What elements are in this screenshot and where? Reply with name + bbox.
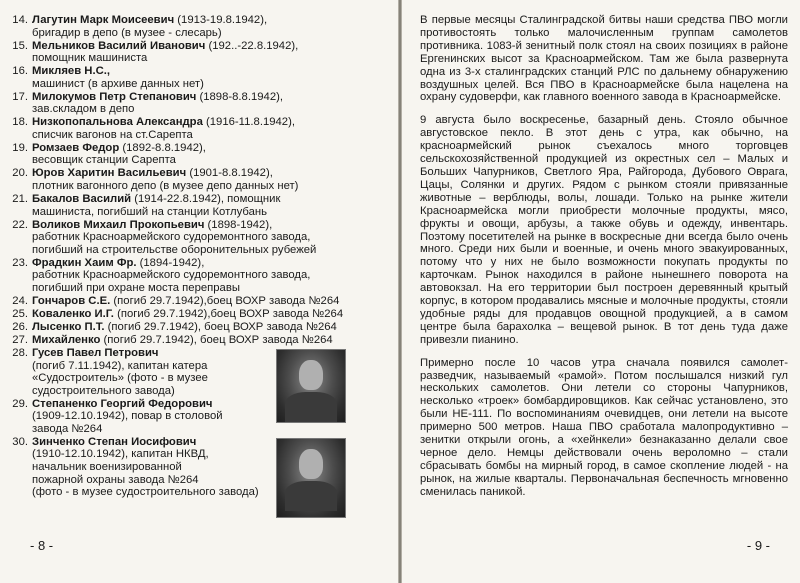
- entry-dates: (1898-1942),: [207, 218, 273, 231]
- list-item: [8, 295, 388, 308]
- entry-dates: (1894-1942),: [139, 256, 205, 269]
- entry-number: 24.: [12, 294, 28, 307]
- list-item: [8, 142, 388, 167]
- list-item: [8, 347, 268, 397]
- entry-name: Коваленко И.Г.: [32, 307, 114, 320]
- list-item: [8, 398, 268, 436]
- entry-name: Лагутин Марк Моисеевич: [32, 14, 175, 26]
- list-item: [8, 436, 268, 499]
- entry-line: (1910-12.10.1942), капитан НКВД,: [32, 448, 209, 461]
- entry-name: Микляев Н.С.,: [32, 65, 111, 78]
- entry-line: (погиб 7.11.1942), капитан катера: [32, 359, 208, 372]
- entry-number: 27.: [12, 333, 28, 346]
- entry-name: Михайленко: [32, 333, 101, 346]
- entry-name: Мельников Василий Иванович: [32, 39, 206, 52]
- list-item: [8, 116, 388, 141]
- entry-number: 17.: [12, 90, 28, 103]
- entry-dates: (1914-22.8.1942), помощник: [134, 193, 281, 206]
- entry-name: Степаненко Георгий Федорович: [32, 397, 213, 410]
- entry-role: плотник вагонного депо (в музее депо данных нет): [32, 180, 299, 193]
- entry-number: 30.: [12, 435, 28, 448]
- entry-number: 15.: [12, 39, 28, 52]
- page-number-left: - 8 -: [30, 538, 54, 553]
- entry-number: 21.: [12, 193, 28, 206]
- list-item: [8, 91, 388, 116]
- entry-dates: (1916-11.8.1942),: [206, 116, 295, 129]
- list-item: [8, 65, 388, 90]
- right-page: [402, 0, 800, 583]
- entry-number: 19.: [12, 141, 28, 154]
- entry-dates: (1913-19.8.1942),: [177, 14, 268, 26]
- list-item: [8, 219, 388, 257]
- photo-entry-group: [8, 436, 388, 518]
- list-item: [8, 257, 388, 295]
- entry-number: 28.: [12, 346, 28, 359]
- entry-role: работник Красноармейского судоремонтного завода,: [32, 231, 311, 244]
- entry-dates: (погиб 29.7.1942), боец ВОХР завода №264: [103, 333, 333, 346]
- portrait-photo-gusev: [276, 349, 346, 423]
- entry-dates: (1898-8.8.1942),: [199, 90, 284, 103]
- photo-entry-group: [8, 347, 388, 436]
- entry-note: погибший при охране моста переправы: [32, 281, 240, 294]
- list-item: [8, 308, 388, 321]
- entry-line: судостроительного завода): [32, 384, 175, 397]
- entry-number: 14.: [12, 14, 28, 26]
- paragraph-air-defense: В первые месяцы Сталинградской битвы наши средства ПВО могли противостоять только малочисленным группам самолетов противника. 1083-й зенитный полк стоял на своих позициях в районе Ергенинских высот за Красноармейском. Там же была развернута одна из 3-х сталинградских станций РЛС по дальнему обнаружению воздушных целей. Вся ПВО в Красноармейске была нацелена на охрану судоверфи, как главного военного завода в Красноармейске.: [420, 14, 788, 104]
- entry-line: пожарной охраны завода №264: [32, 473, 199, 486]
- entry-number: 26.: [12, 320, 28, 333]
- entry-line: начальник военизированной: [32, 461, 182, 474]
- entry-note: погибший на строительстве оборонительных рубежей: [32, 243, 317, 256]
- list-item: [8, 321, 388, 334]
- paragraph-bombing: Примерно после 10 часов утра сначала появился самолет-разведчик, называемый «рамой». Потом послышался низкий гул нескольких самолетов. Они летели со стороны Чапурников, несколько «троек» бомбардировщиков. Как сейчас установлено, это были НЕ-111. По воспоминаниям очевидцев, они летели на высоте примерно 500 метров. Наша ПВО сработала малопродуктивно – зенитки открыли огонь, а «хейнкели» безнаказанно делали свое черное дело. Немцы действовали очень вероломно – стали сбрасывать бомбы на мирный город, в самое скопление людей - на рынок, на жилые кварталы. Первоначальная беспечность мгновенно сменилась паникой.: [420, 356, 788, 498]
- entry-role: машиниста, погибший на станции Котлубань: [32, 205, 267, 218]
- entry-number: 20.: [12, 167, 28, 180]
- entry-name: Гусев Павел Петрович: [32, 346, 159, 359]
- page-number-right: - 9 -: [746, 538, 770, 553]
- list-item: [8, 14, 388, 39]
- entry-dates: (192..-22.8.1942),: [208, 39, 299, 52]
- memorial-list: [8, 14, 388, 518]
- entry-line: завода №264: [32, 422, 103, 435]
- entry-number: 25.: [12, 307, 28, 320]
- entry-role: весовщик станции Сарепта: [32, 154, 176, 167]
- entry-dates: (погиб 29.7.1942), боец ВОХР завода №264: [107, 320, 337, 333]
- list-item: [8, 193, 388, 218]
- entry-role: бригадир в депо (в музее - слесарь): [32, 26, 222, 39]
- list-item: [8, 40, 388, 65]
- entry-role: списчик вагонов на ст.Сарепта: [32, 128, 193, 141]
- entry-role: машинист (в архиве данных нет): [32, 77, 204, 90]
- entry-number: 23.: [12, 256, 28, 269]
- entry-name: Ромзаев Федор: [32, 141, 120, 154]
- entry-dates: (1892-8.8.1942),: [122, 141, 206, 154]
- entry-name: Бакалов Василий: [32, 193, 132, 206]
- entry-name: Лысенко П.Т.: [32, 320, 105, 333]
- list-item: [8, 167, 388, 192]
- entry-role: зав.складом в депо: [32, 103, 135, 116]
- entry-name: Юров Харитин Васильевич: [32, 167, 187, 180]
- entry-name: Фрадкин Хаим Фр.: [32, 256, 137, 269]
- entry-line: (1909-12.10.1942), повар в столовой: [32, 410, 223, 423]
- entry-name: Милокумов Петр Степанович: [32, 90, 197, 103]
- portrait-photo-zinchenko: [276, 438, 346, 518]
- list-item: [8, 334, 388, 347]
- entry-name: Гончаров С.Е.: [32, 294, 111, 307]
- entry-name: Зинченко Степан Иосифович: [32, 435, 197, 448]
- entry-role: работник Красноармейского судоремонтного завода,: [32, 269, 311, 282]
- entry-name: Низкопопальнова Александра: [32, 116, 203, 129]
- entry-line: «Судостроитель» (фото - в музее: [32, 372, 208, 385]
- entry-dates: (погиб 29.7.1942),боец ВОХР завода №264: [117, 307, 344, 320]
- left-page: [0, 0, 398, 583]
- entry-role: помощник машиниста: [32, 52, 148, 65]
- entry-number: 22.: [12, 218, 28, 231]
- entry-number: 18.: [12, 116, 28, 129]
- entry-dates: (погиб 29.7.1942),боец ВОХР завода №264: [113, 294, 340, 307]
- entry-line: (фото - в музее судостроительного завода): [32, 486, 259, 499]
- entry-name: Воликов Михаил Прокопьевич: [32, 218, 205, 231]
- entry-number: 29.: [12, 397, 28, 410]
- paragraph-market-day: 9 августа было воскресенье, базарный день. Стояло обычное августовское пекло. В этот день с утра, как обычно, на красноармейский рынок съехалось много торговцев сельскохозяйственной продукцией из окрестных сел – Малых и Больших Чапурников, Светлого Яра, Райгорода, Дубового Оврага, Цацы, Солянки и других. Рядом с рынком стояли привязанные животные – верблюды, волы, лошади. Только на рынке жители Красноармейска могли приобрести молочные продукты, мясо, фрукты и овощи, арбузы, а также обувь и одежду, инвентарь. Поэтому посетителей на рынке в воскресные дни всегда было очень много. Среди них были и военные, и очень много эвакуированных, потому что у них не было возможности покупать продукты по карточкам. Рынок находился в районе нынешнего поворота на автовокзал. На его территории был построен деревянный крытый корпус, в котором продавались мясные и молочные продукты, стояли удобные ряды для продавцов овощной продукцией, а в самом центре была барахолка – вещевой рынок. В тот день туда даже привезли пианино.: [420, 114, 788, 346]
- entry-dates: (1901-8.8.1942),: [189, 167, 273, 180]
- entry-number: 16.: [12, 65, 28, 78]
